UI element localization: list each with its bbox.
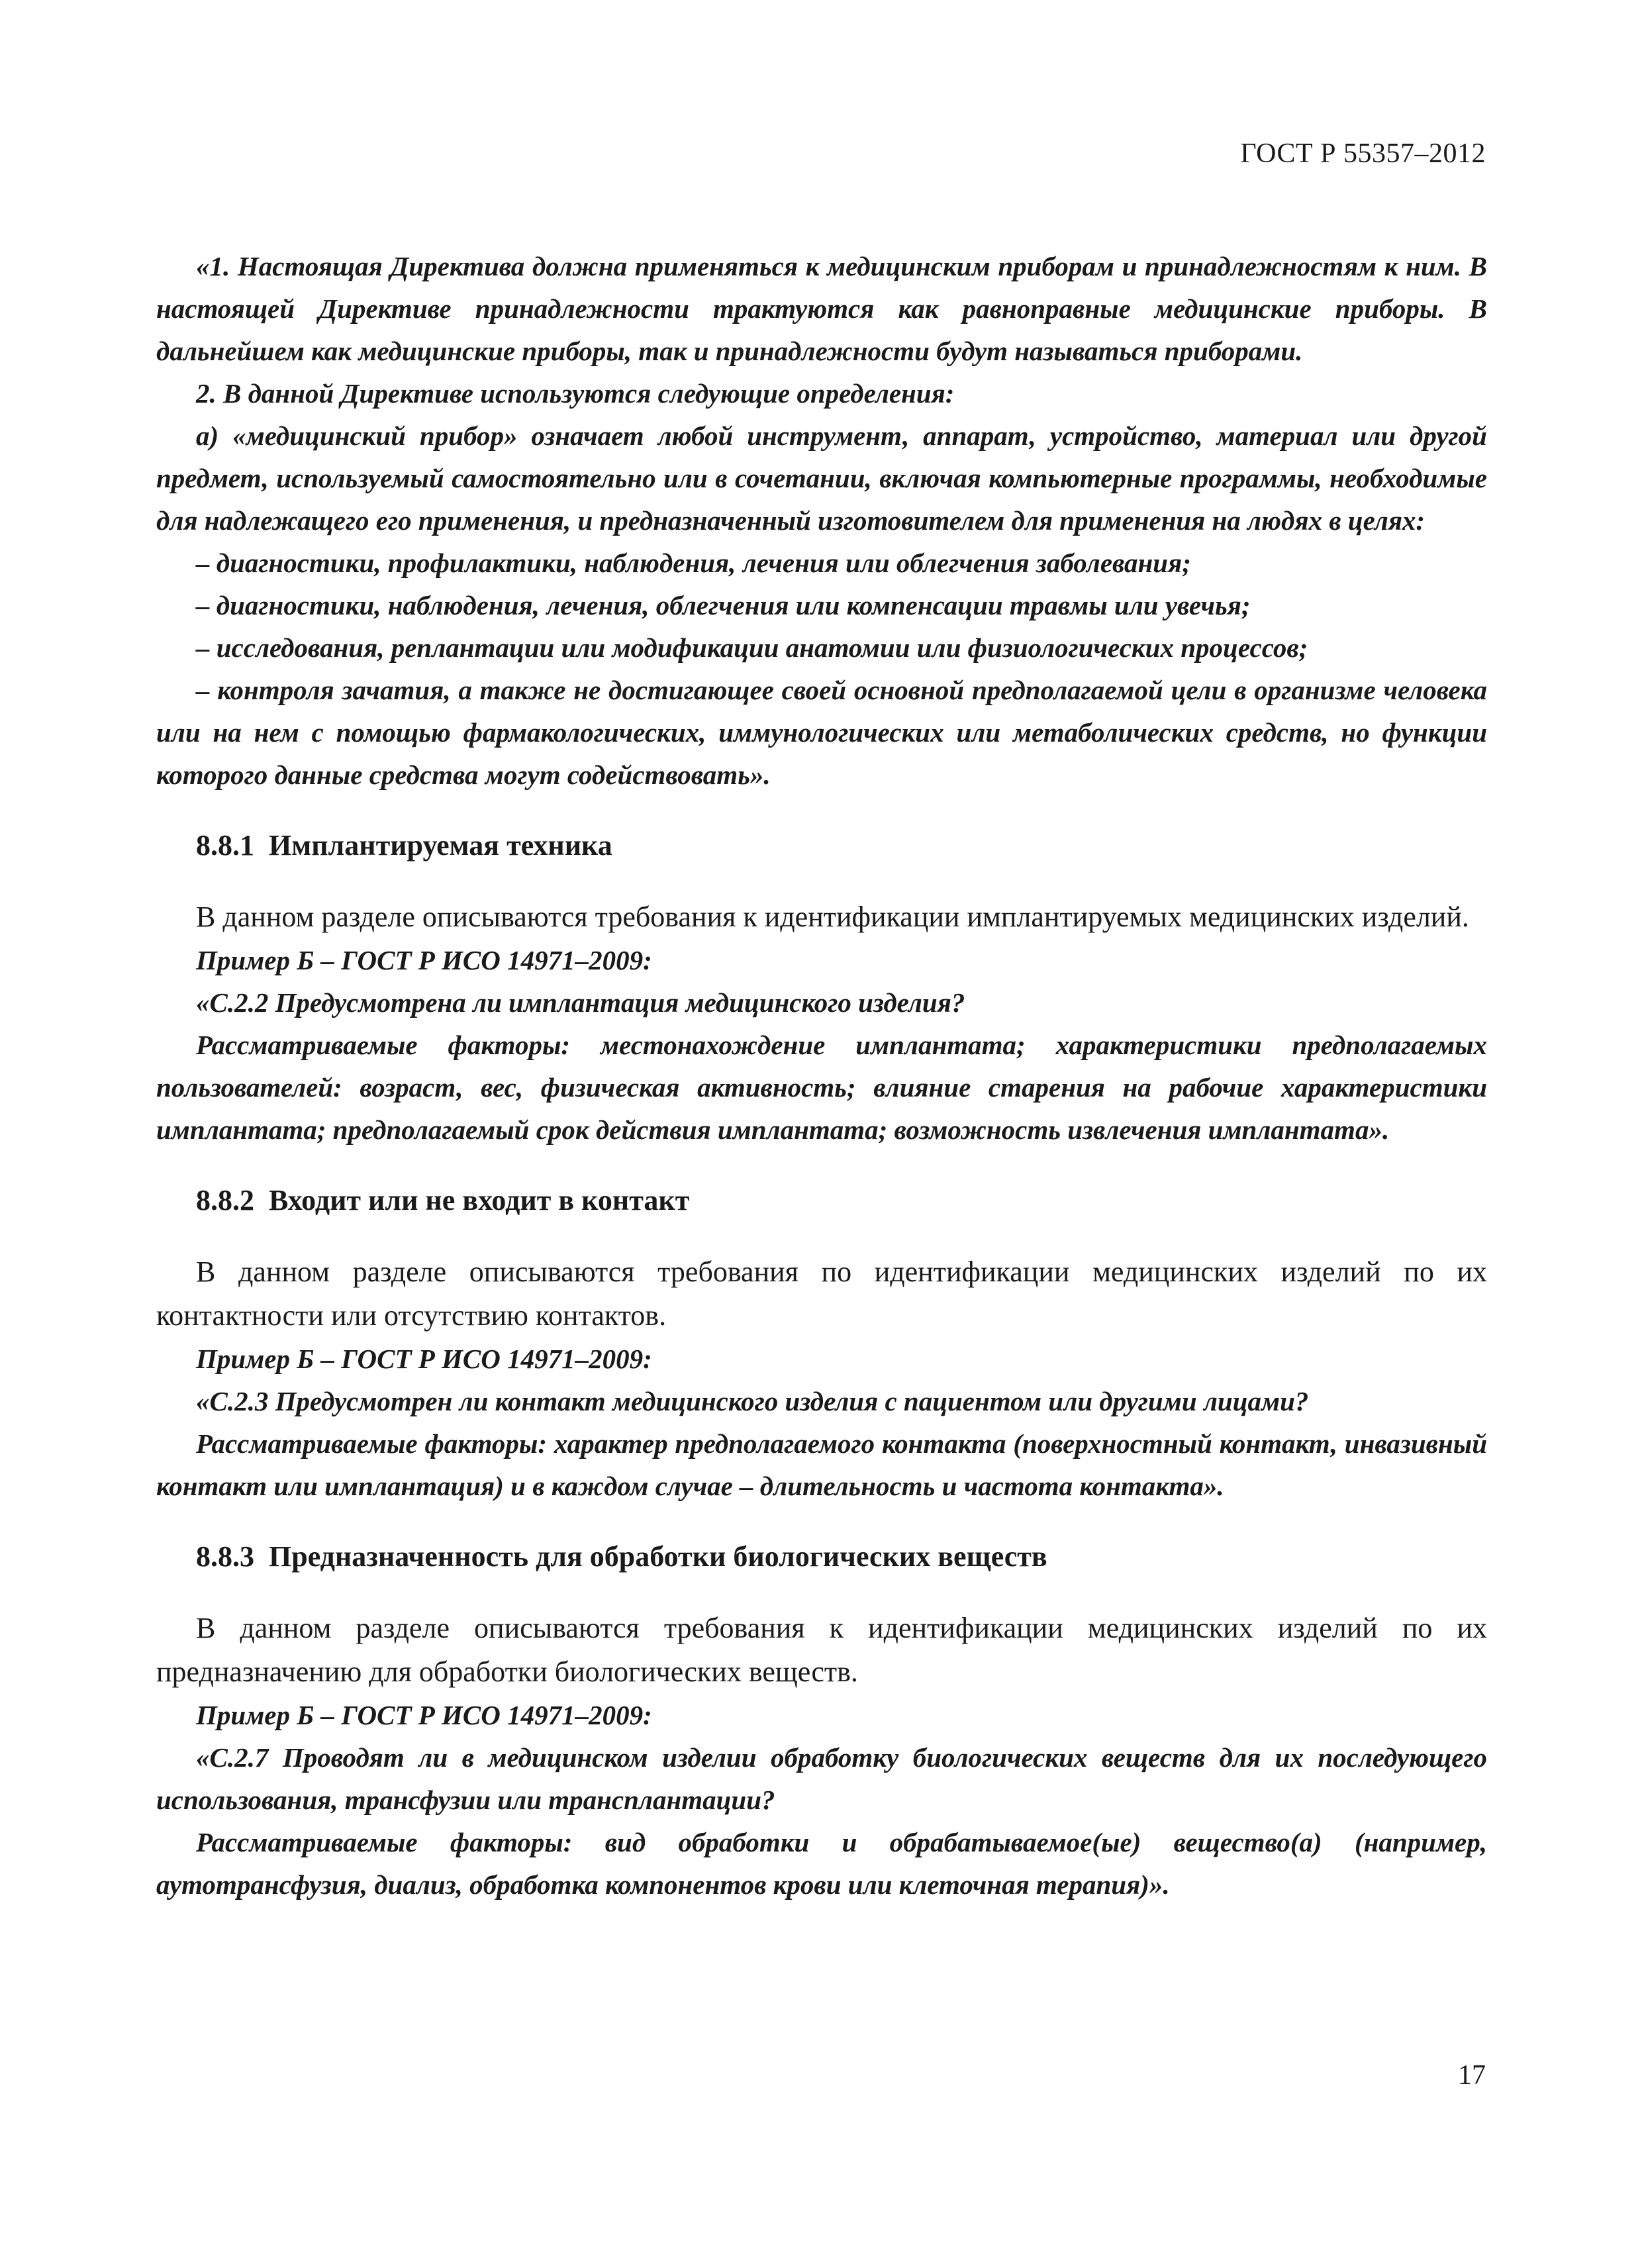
example-question: «С.2.2 Предусмотрена ли имплантация медицинского изделия? [196, 987, 965, 1018]
quote-paragraph-2: 2. В данной Директиве используются следующие определения: [196, 378, 955, 409]
section-number: 8.8.2 [196, 1184, 254, 1216]
section-title: Имплантируемая техника [269, 829, 612, 862]
section-number: 8.8.3 [196, 1540, 254, 1573]
quote-paragraph-1: «1. Настоящая Директива должна применяться к медицинским приборам и принадлежностям к ним. В настоящей Директиве принадлежности трактуются как равноправные медицинские приборы. В дальнейшем как медицинские приборы, так и принадлежности будут называться приборами. [156, 251, 1487, 366]
example-question: «С.2.7 Проводят ли в медицинском изделии обработку биологических веществ для их последующего использования, трансфузии или трансплантации? [156, 1742, 1487, 1815]
section-heading [156, 1535, 1487, 1579]
example-label: Пример Б – ГОСТ Р ИСО 14971–2009: [196, 945, 652, 975]
page-number: 17 [1458, 2060, 1486, 2091]
example-factors: Рассматриваемые факторы: вид обработки и обрабатываемое(ые) вещество(а) (например, аутотрансфузия, диализ, обработка компонентов крови или клеточная терапия)». [156, 1827, 1487, 1900]
example-factors: Рассматриваемые факторы: местонахождение имплантата; характеристики предполагаемых пользователей: возраст, вес, физическая активность; влияние старения на рабочие характеристики имплантата; предполагаемый срок действия имплантата; возможность извлечения имплантата». [156, 1030, 1487, 1145]
quote-list-item: – исследования, реплантации или модификации анатомии или физиологических процессов; [196, 632, 1308, 663]
page-content [156, 245, 1487, 1906]
section-title: Предназначенность для обработки биологических веществ [269, 1540, 1047, 1573]
quote-list-item: – диагностики, профилактики, наблюдения, лечения или облегчения заболевания; [196, 548, 1191, 578]
example-label: Пример Б – ГОСТ Р ИСО 14971–2009: [196, 1344, 652, 1374]
section-heading [156, 1179, 1487, 1222]
page-header: ГОСТ Р 55357–2012 [1240, 138, 1486, 169]
example-factors: Рассматриваемые факторы: характер предполагаемого контакта (поверхностный контакт, инвазивный контакт или имплантация) и в каждом случае – длительность и частота контакта». [156, 1428, 1487, 1501]
section-text: В данном разделе описываются требования по идентификации медицинских изделий по их контактности или отсутствию контактов. [156, 1256, 1487, 1332]
example-question: «С.2.3 Предусмотрен ли контакт медицинского изделия с пациентом или другими лицами? [196, 1386, 1309, 1416]
section-text: В данном разделе описываются требования к идентификации имплантируемых медицинских изделий. [196, 901, 1469, 933]
quote-list-item: – контроля зачатия, а также не достигающее своей основной предполагаемой цели в организме человека или на нем с помощью фармакологических, иммунологических или метаболических средств, но функции которого данные средства могут содействовать». [156, 675, 1487, 790]
section-heading [156, 824, 1487, 867]
example-label: Пример Б – ГОСТ Р ИСО 14971–2009: [196, 1700, 652, 1730]
quote-paragraph-3: а) «медицинский прибор» означает любой инструмент, аппарат, устройство, материал или другой предмет, используемый самостоятельно или в сочетании, включая компьютерные программы, необходимые для надлежащего его применения, и предназначенный изготовителем для применения на людях в целях: [156, 420, 1487, 536]
quote-list-item: – диагностики, наблюдения, лечения, облегчения или компенсации травмы или увечья; [196, 590, 1251, 620]
section-text: В данном разделе описываются требования к идентификации медицинских изделий по их предназначению для обработки биологических веществ. [156, 1612, 1487, 1688]
section-number: 8.8.1 [196, 829, 254, 862]
section-title: Входит или не входит в контакт [269, 1184, 690, 1216]
